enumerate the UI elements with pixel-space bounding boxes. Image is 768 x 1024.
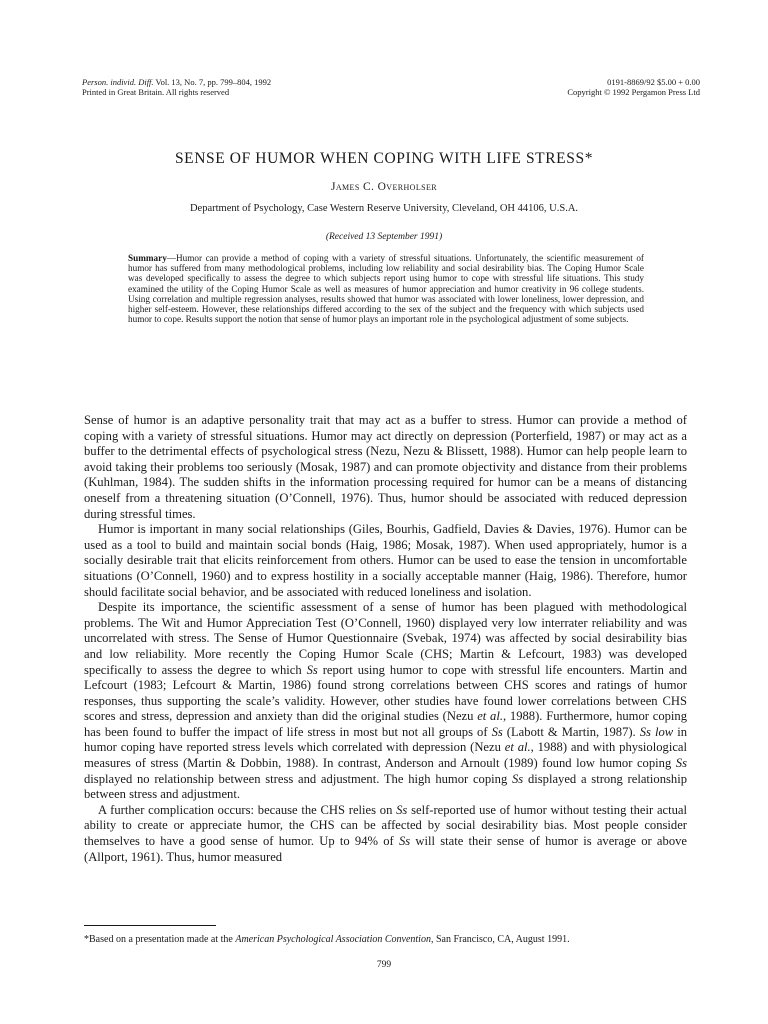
page-number: 799 — [376, 960, 392, 970]
article-body — [84, 413, 687, 865]
body-paragraph-4 — [84, 803, 687, 865]
p3-text: (Labott & Martin, 1987). — [502, 724, 640, 739]
article-author: James C. Overholser — [330, 181, 437, 193]
p3-text: Despite its importance, the scientific assessment of a sense of humor has been plagued with methodological problems. The Wit and Humor Appreciation Test (O’Connell, 1960) displayed very low interrater reliability and was uncorrelated with stress. The Sense of Humor Questionnaire (Svebak, 1974) was affected by social desirability bias and low reliability. More recently the Coping Humor Scale (CHS; Martin & Lefcourt, 1983) was developed specifically to assess the degree to which — [84, 600, 687, 677]
journal-name: Person. individ. Diff. — [82, 77, 154, 87]
summary-lead: Summary — [128, 253, 167, 263]
p3-text: report using humor to cope with stressful life encounters. Martin and Lefcourt (1983; Lefcourt & Martin, 1986) found strong correlations between CHS scores and ratings of humor responses, thus supporting the scale’s validity. However, other studies have found lower correlations between CHS scores and stress, depression and anxiety than did the original studies (Nezu — [84, 662, 687, 724]
article-summary — [128, 253, 644, 324]
body-paragraph-2: Humor is important in many social relationships (Giles, Bourhis, Gadfield, Davies & Davies, 1976). Humor can be used as a tool to build and maintain social bonds (Haig, 1986; Mosak, 1987). When used appropriately, humor is a socially desirable trait that elicits reinforcement from others. Humor can be used to ease the tension in uncomfortable situations (O’Connell, 1960) and to express hostility in a socially acceptable manner (Haig, 1986). Therefore, humor should facilitate social behavior, and be associated with reduced loneliness and isolation. — [84, 522, 687, 599]
journal-header-left — [82, 77, 271, 97]
p3-ital: et al. — [477, 709, 503, 724]
p3-ital: Ss — [512, 771, 524, 786]
p3-ital: Ss low — [639, 724, 674, 739]
body-paragraph-3 — [84, 600, 687, 803]
p3-text: , 1988) and with physiological measures of stress (Martin & Dobbin, 1988). In contrast, Anderson and Arnoult (1989) found low humor coping — [84, 740, 688, 771]
journal-header-right — [567, 77, 700, 97]
p4-text: A further complication occurs: because the CHS relies on — [98, 802, 397, 817]
p3-text: displayed no relationship between stress and adjustment. The high humor coping — [84, 771, 512, 786]
journal-citation: Vol. 13, No. 7, pp. 799–804, 1992 — [155, 77, 272, 87]
article-title: SENSE OF HUMOR WHEN COPING WITH LIFE STRESS* — [174, 150, 594, 167]
footnote-post: , San Francisco, CA, August 1991. — [430, 934, 570, 945]
p3-ital: Ss — [306, 662, 318, 677]
p4-text: self-reported use of humor without testing their actual ability to create or appreciate humor, the CHS can be affected by social desirability bias. Most people consider themselves to have a good sense of humor. Up to 94% of — [84, 802, 688, 849]
footnote-divider — [84, 925, 216, 926]
footnote-venue: American Psychological Association Convention — [235, 934, 431, 945]
footnote-pre: *Based on a presentation made at the — [84, 934, 236, 945]
p4-ital: Ss — [396, 802, 408, 817]
p4-text: will state their sense of humor is average or above (Allport, 1961). Thus, humor measured — [84, 834, 687, 864]
footnote — [84, 934, 692, 946]
p3-ital: et al. — [504, 740, 531, 755]
p4-ital: Ss — [398, 834, 411, 849]
printed-notice: Printed in Great Britain. All rights reserved — [82, 87, 230, 97]
body-paragraph-1: Sense of humor is an adaptive personality trait that may act as a buffer to stress. Humor can provide a method of coping with a variety of stressful situations. Humor may act directly on depression (Porterfield, 1987) or may act as a buffer to the detrimental effects of psychological stress (Nezu, Nezu & Blissett, 1988). Humor can help people learn to avoid taking their problems too seriously (Mosak, 1987) and can promote objectivity and distance from their problems (Kuhlman, 1984). The sudden shifts in the information processing required for humor can be a means of distancing oneself from a threatening situation (O’Connell, 1976). Thus, humor should be associated with reduced depression during stressful times. — [84, 413, 687, 521]
issn-price: 0191-8869/92 $5.00 + 0.00 — [607, 77, 700, 87]
summary-text: —Humor can provide a method of coping with a variety of stressful situations. Unfortunately, the scientific measurement of humor has suffered from many methodological problems, including low reliability and social desirability bias. The Coping Humor Scale was developed specifically to assess the degree to which subjects report using humor to cope with stressful life situations. This study examined the utility of the Coping Humor Scale as well as measures of humor appreciation and humor creativity in 96 college students. Using correlation and multiple regression analyses, results showed that humor was associated with lower loneliness, lower depression, and higher self-esteem. However, these relationships differed according to the sex of the subject and the frequency with which subjects used humor to cope. Results support the notion that sense of humor plays an important role in the psychological adjustment of some subjects. — [128, 253, 644, 325]
copyright-notice: Copyright © 1992 Pergamon Press Ltd — [567, 87, 700, 97]
received-date: (Received 13 September 1991) — [325, 232, 443, 242]
p3-text: in humor coping have reported stress levels which correlated with depression (Nezu — [84, 724, 688, 755]
p3-ital: Ss — [675, 756, 687, 771]
author-affiliation: Department of Psychology, Case Western Reserve University, Cleveland, OH 44106, U.S.A. — [189, 203, 579, 214]
p3-text: displayed a strong relationship between stress and adjustment. — [84, 771, 687, 802]
p3-text: , 1988). Furthermore, humor coping has been found to buffer the impact of life stress in most but not all groups of — [84, 709, 688, 739]
p3-ital: Ss — [491, 724, 503, 739]
